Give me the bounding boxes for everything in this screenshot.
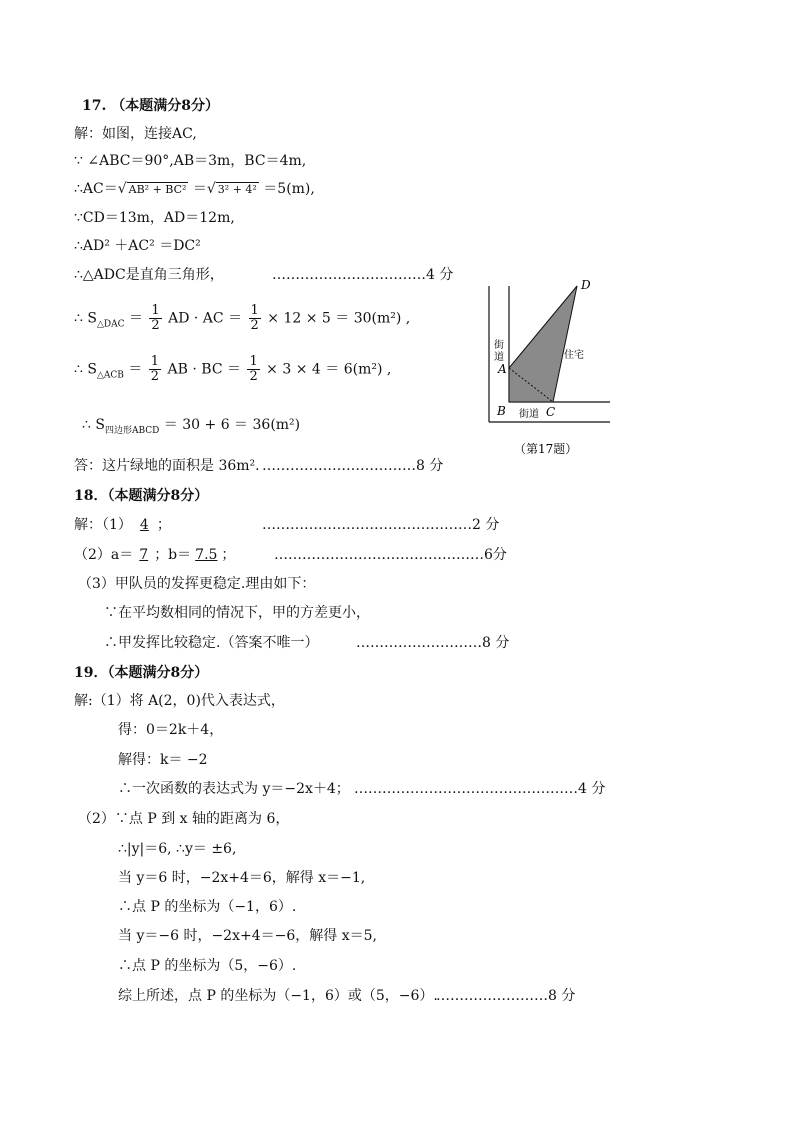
q17-sqrt-2: 3² + 4²: [217, 183, 257, 196]
q17-score-4: ……………………………4 分: [272, 267, 454, 283]
q17-line-5: ∴AD² ＋AC² ＝DC²: [74, 238, 201, 254]
q19-line-1: 解:（1）将 A(2，0)代入表达式，: [74, 693, 285, 709]
q17-line-1: 解：如图，连接AC,: [74, 126, 197, 142]
fraction-half: $\frac{1}{2}$: [150, 354, 160, 384]
q18-part-2: [74, 546, 235, 564]
q19-line-8: ∴点 P 的坐标为（−1，6）.: [118, 899, 297, 915]
q18-part-3: （3）甲队员的发挥更稳定.理由如下：: [78, 576, 316, 592]
q17-line-6: ∴△ADC是直角三角形，: [74, 267, 224, 283]
q18-score-2: ………………………………………2 分: [262, 517, 500, 533]
q18-answer-b: 7.5: [195, 547, 218, 563]
q19-line-2: 得：0＝2k＋4，: [118, 722, 224, 738]
q17-line-4: ∵CD＝13m，AD＝12m,: [74, 210, 235, 226]
area-subscript: 四边形ABCD: [104, 426, 160, 436]
q18-part-1-lead: 解：（1）: [74, 517, 132, 533]
q18-part-2-a: （2）a＝: [74, 547, 134, 563]
q18-part-1-end: ；: [156, 517, 171, 533]
fraction-half: $\frac{1}{2}$: [249, 354, 258, 384]
label-d: D: [581, 278, 591, 292]
q17-area-total: [82, 416, 300, 440]
q19-line-3: 解得：k＝ −2: [118, 752, 208, 768]
street-v-char-2: 道: [494, 352, 504, 363]
q17-line-3-lead: ∴AC＝: [74, 181, 118, 197]
q17-eq: ＝: [192, 181, 207, 197]
q18-reason-1: ∵在平均数相同的情况下，甲的方差更小，: [104, 605, 370, 621]
street-v-char-1: 街: [494, 340, 504, 351]
q19-line-11: 综上所述，点 P 的坐标为（−1，6）或（5，−6）.: [118, 988, 438, 1004]
q18-part-2-b: ；b＝: [154, 547, 192, 563]
q17-line-3: [74, 180, 315, 199]
area-symbol: ∴ S: [74, 310, 97, 327]
q17-score-8: ……………………………8 分: [262, 458, 444, 474]
q17-area-acb: [74, 355, 391, 390]
sqrt-symbol: √: [206, 181, 216, 197]
fraction-half: $\frac{1}{2}$: [250, 303, 259, 333]
q19-line-5: （2）∵点 P 到 x 轴的距离为 6，: [78, 811, 290, 827]
q18-reason-2: ∴甲发挥比较稳定.（答案不唯一）: [104, 635, 319, 651]
q17-area-dac: [74, 304, 410, 339]
result: × 12 × 5 ＝ 30(m²) ,: [267, 310, 411, 327]
house-label: 住宅: [564, 350, 584, 361]
sqrt-symbol: √: [117, 181, 127, 197]
q19-line-9: 当 y＝−6 时，−2x+4＝−6，解得 x＝5,: [118, 928, 377, 944]
area-subscript: △ACB: [96, 370, 124, 381]
label-c: C: [546, 405, 556, 419]
area-symbol: ∴ S: [82, 417, 105, 433]
q19-line-10: ∴点 P 的坐标为（5，−6）.: [118, 958, 297, 974]
label-b: B: [497, 404, 506, 418]
area-symbol: ∴ S: [74, 361, 97, 378]
eq: ＝: [128, 310, 143, 327]
result: × 3 × 4 ＝ 6(m²) ,: [266, 361, 392, 378]
q19-line-6: ∴|y|＝6, ∴y＝ ±6,: [118, 841, 237, 857]
eq: ＝: [128, 361, 143, 378]
q19-score-4: …………………………………………4 分: [354, 781, 606, 797]
q18-score-6: ………………………………………6分: [274, 547, 507, 563]
q17-header: 17. （本题满分8分）: [82, 98, 219, 114]
q18-part-1: [74, 516, 171, 534]
q17-line-3-result: ＝5(m),: [263, 181, 315, 197]
product: AB · BC ＝: [167, 361, 241, 378]
q18-score-8: ………………………8 分: [356, 635, 510, 651]
q18-answer-a: 7: [139, 547, 149, 563]
area-subscript: △DAC: [96, 319, 125, 330]
label-a: A: [498, 362, 507, 376]
q18-answer-1: 4: [139, 517, 149, 533]
result: ＝ 30 + 6 ＝ 36(m²): [163, 417, 301, 433]
street-h-label: 街道: [519, 409, 539, 420]
green-area-shape: [509, 286, 577, 402]
q18-part-2-end: ；: [221, 547, 236, 563]
product: AD · AC ＝: [168, 310, 243, 327]
q18-header: 18．（本题满分8分）: [74, 488, 209, 504]
fraction-half: $\frac{1}{2}$: [151, 303, 160, 333]
q19-line-7: 当 y＝6 时，−2x+4＝6，解得 x＝−1,: [118, 870, 366, 886]
q17-line-2: ∵ ∠ABC＝90°,AB＝3m，BC＝4m,: [74, 153, 307, 169]
q17-sqrt-1: AB² + BC²: [128, 183, 187, 196]
q19-line-4: ∴一次函数的表达式为 y＝−2x＋4；: [118, 781, 350, 797]
q17-answer: 答：这片绿地的面积是 36m².: [74, 458, 260, 474]
q19-header: 19．（本题满分8分）: [74, 665, 209, 681]
figure-17: [484, 276, 616, 462]
q19-score-8: ……………………8 分: [436, 988, 576, 1004]
figure-caption: （第17题）: [514, 442, 578, 456]
